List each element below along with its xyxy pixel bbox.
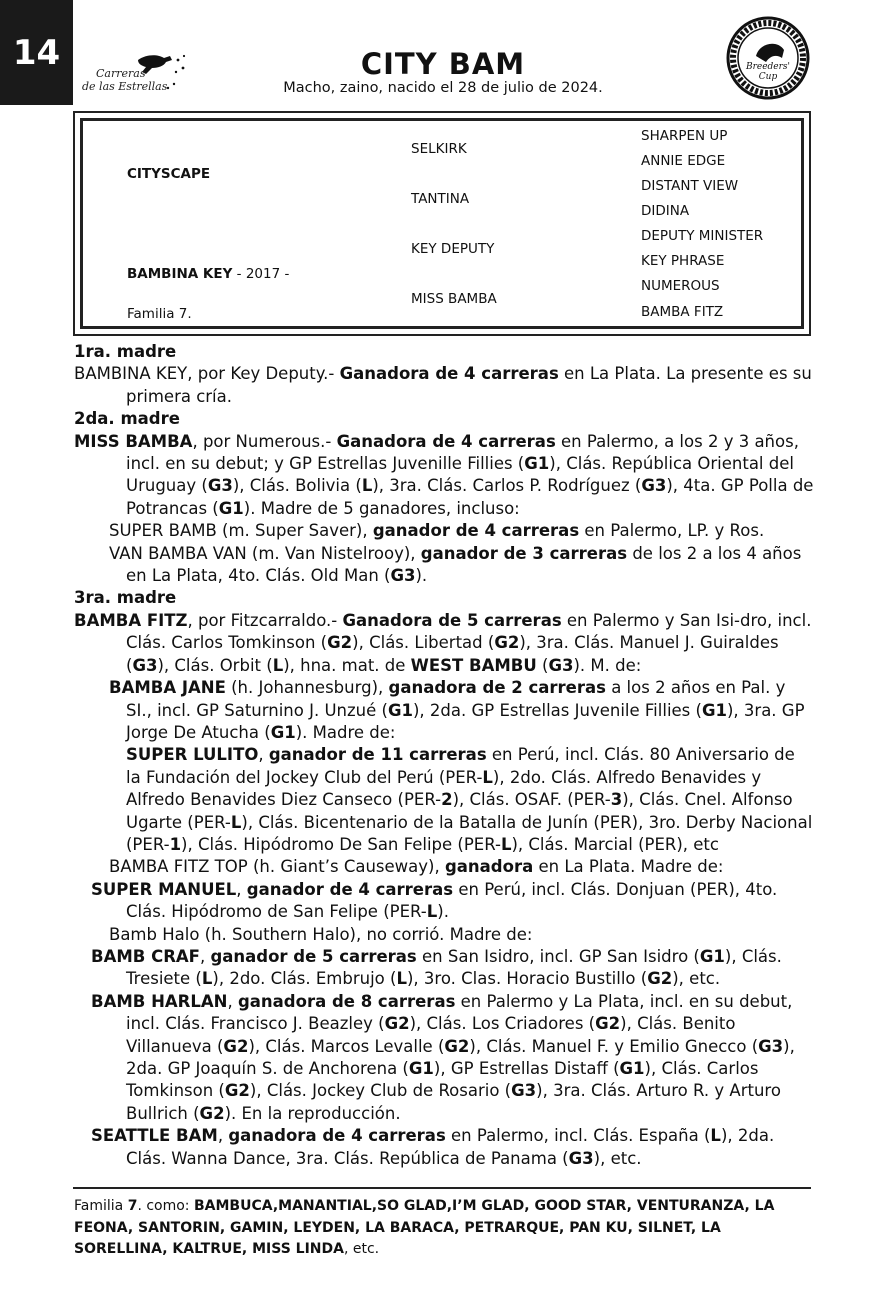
text-run: ), 2da. GP Joaquín S. de Anchorena (	[126, 1036, 795, 1078]
bold-text-run: ganadora de 8 carreras	[237, 991, 456, 1011]
bold-text-run: Ganadora de 4 carreras	[339, 364, 559, 384]
bold-text-run: L	[272, 655, 284, 675]
text-run: ), Clás. Marcial (PER), etc	[511, 834, 719, 854]
text-run: . como:	[137, 1198, 194, 1214]
text-run: ), 4ta. GP Polla de Potrancas (	[126, 476, 814, 518]
bold-text-run: G1	[408, 1059, 434, 1078]
footer-divider	[73, 1187, 811, 1189]
horse-name-title: CITY BAM	[360, 47, 526, 81]
logo-line-2: de las Estrellas	[82, 80, 168, 93]
pedigree-grandparent: MISS BAMBA	[411, 291, 497, 307]
pedigree-dam-line	[127, 266, 289, 282]
bold-text-run: L	[426, 902, 438, 922]
bold-text-run: L	[482, 767, 493, 787]
text-run: BAMBA FITZ TOP (h. Giant’s Causeway),	[109, 857, 445, 877]
bold-text-run: ganadora de 2 carreras	[388, 678, 606, 698]
produce-entry	[74, 543, 814, 588]
text-run: en San Isidro, incl. GP San Isidro (	[416, 946, 700, 966]
text-run: , etc.	[343, 1241, 380, 1257]
bold-text-run: G1	[619, 1059, 645, 1078]
text-run: , por Numerous.-	[192, 431, 337, 451]
bold-text-run: 3	[610, 790, 623, 810]
text-run: (	[536, 655, 549, 675]
produce-record	[74, 341, 814, 1170]
text-run: , por Fitzcarraldo.-	[187, 610, 343, 630]
text-run: ,	[227, 991, 238, 1011]
bold-text-run: G3	[568, 1148, 594, 1168]
bold-text-run: G2	[223, 1036, 249, 1056]
produce-entry	[74, 520, 814, 542]
text-run: ), Clás. Jockey Club de Rosario (	[249, 1081, 512, 1101]
text-run: ), etc.	[593, 1148, 642, 1168]
produce-entry	[74, 677, 814, 744]
text-run: BAMBINA KEY, por Key Deputy.-	[74, 364, 340, 384]
bold-text-run: G1	[524, 454, 550, 474]
horse-description: Macho, zaino, nacido el 28 de julio de 2024.	[283, 80, 603, 96]
breeders-cup-text: Breeders' Cup	[745, 62, 791, 82]
text-run: ), 2da. GP Estrellas Juvenile Fillies (	[412, 700, 702, 720]
bold-text-run: G2	[647, 969, 673, 989]
bold-text-run: L	[201, 969, 213, 989]
text-run: ), Clás. Tresiete (	[126, 946, 782, 989]
text-run: en Palermo, LP. y Ros.	[579, 521, 765, 541]
bold-text-run: G3	[390, 566, 416, 586]
text-run: ,	[199, 946, 211, 966]
text-run: Familia	[74, 1198, 128, 1214]
pedigree-grandparent: TANTINA	[411, 191, 470, 207]
bold-text-run: G3	[548, 655, 574, 675]
bold-text-run: G1	[701, 700, 727, 720]
text-run: VAN BAMBA VAN (m. Van Nistelrooy),	[109, 543, 421, 563]
pedigree-grandparent: SELKIRK	[411, 141, 467, 157]
bold-text-run: BAMBA JANE	[109, 678, 226, 698]
bold-text-run: ganador de 5 carreras	[210, 946, 417, 966]
bold-text-run: BAMBA FITZ	[74, 610, 188, 630]
pedigree-great-grandparent: DEPUTY MINISTER	[641, 228, 764, 244]
bold-text-run: G3	[641, 476, 667, 496]
text-run: en Palermo, a los 2 y 3 años, incl. en su debut; y GP Estrellas Juvenille Fillies (	[126, 431, 799, 474]
text-run: en La Plata. Madre de:	[533, 857, 724, 877]
text-run: ). Madre de 5 ganadores, incluso:	[243, 498, 520, 518]
text-run: ), Clás. República Oriental del Uruguay (	[126, 454, 794, 496]
bold-text-run: SUPER MANUEL	[91, 879, 237, 899]
bold-text-run: G3	[132, 655, 158, 675]
third-dam-paragraph	[74, 610, 814, 677]
lot-number: 14	[0, 0, 73, 105]
text-run: SUPER BAMB (m. Super Saver),	[109, 521, 373, 541]
text-run: ), Clás. Cnel. Alfonso Ugarte (PER-	[126, 790, 793, 832]
first-dam-heading: 1ra. madre	[74, 342, 177, 361]
pedigree-great-grandparent: NUMEROUS	[641, 278, 720, 294]
pedigree-great-grandparent: DISTANT VIEW	[641, 178, 739, 194]
second-dam-paragraph	[74, 431, 814, 521]
bold-text-run: G2	[199, 1103, 225, 1123]
text-run: ), 2do. Clás. Alfredo Benavides y Alfredo Benavides Diez Canseco (PER-	[126, 767, 762, 810]
text-run: a los 2 años en Pal. y SI., incl. GP Saturnino J. Unzué (	[126, 678, 786, 720]
bold-text-run: G1	[699, 946, 725, 966]
text-run: ), Clás. Bicentenario de la Batalla de Junín (PER), 3ro. Derby Nacional (PER-	[126, 812, 813, 854]
bold-text-run: ganadora	[444, 857, 534, 877]
text-run: ), Clás. Marcos Levalle (	[248, 1036, 445, 1056]
produce-entry	[74, 924, 814, 946]
text-run: ), 3ra. Clás. Carlos P. Rodríguez (	[372, 476, 642, 496]
breeders-cup-seal-icon	[726, 16, 810, 100]
pedigree-sire: CITYSCAPE	[127, 166, 211, 182]
text-run: ), 3ra. Clás. Manuel J. Guiraldes (	[126, 633, 779, 675]
text-run: ), Clás. Los Criadores (	[409, 1014, 596, 1034]
text-run: ), 3ro. Clas. Horacio Bustillo (	[406, 969, 648, 989]
bold-text-run: L	[396, 969, 407, 989]
text-run: en Perú, incl. Clás. Donjuan (PER), 4to. Clás. Hipódromo de San Felipe (PER-	[126, 879, 778, 922]
text-run: ), Clás. Bolivia (	[232, 476, 362, 496]
text-run: en Palermo, incl. Clás. España (	[445, 1126, 711, 1146]
produce-entry-nested	[74, 879, 814, 924]
text-run: ).	[437, 902, 449, 922]
text-run: ), Clás. OSAF. (PER-	[452, 790, 611, 810]
first-dam-paragraph	[74, 363, 814, 408]
third-dam-heading: 3ra. madre	[74, 588, 177, 608]
text-run: ), 3ra. GP Jorge De Atucha (	[126, 700, 805, 742]
bold-text-run: G2	[444, 1036, 470, 1056]
text-run: ).	[415, 566, 428, 586]
bold-text-run: BAMB CRAF	[91, 946, 200, 966]
bold-text-run: G3	[758, 1036, 784, 1056]
bold-text-run: BAMB HARLAN	[91, 991, 228, 1011]
logo-line-1: Carreras	[96, 67, 146, 80]
text-run: ), 2do. Clás. Embrujo (	[212, 969, 397, 989]
bold-text-run: ganador de 4 carreras	[246, 879, 454, 899]
produce-entry-nested	[74, 991, 814, 1125]
text-run: en Palermo y La Plata, incl. en su debut, incl. Clás. Francisco J. Beazley (	[126, 991, 793, 1034]
pedigree-great-grandparent: BAMBA FITZ	[641, 304, 724, 320]
text-run: ), Clás. Benito Villanueva (	[126, 1014, 736, 1056]
text-run: ), GP Estrellas Distaff (	[433, 1059, 620, 1078]
text-run: en La Plata. La presente es su primera cría.	[126, 364, 812, 406]
pedigree-table	[73, 111, 811, 336]
family-note	[74, 1196, 814, 1261]
produce-entry-nested	[74, 946, 814, 991]
bold-text-run: SUPER LULITO	[126, 745, 259, 765]
pedigree-great-grandparent: ANNIE EDGE	[641, 153, 726, 169]
text-run: ), Clás. Manuel F. y Emilio Gnecco (	[469, 1036, 759, 1056]
pedigree-grandparent: KEY DEPUTY	[411, 241, 495, 257]
text-run: ,	[217, 1126, 229, 1146]
bold-text-run: L	[361, 476, 373, 496]
bold-text-run: G2	[494, 633, 520, 653]
text-run: en Palermo y San Isi-dro, incl. Clás. Carlos Tomkinson (	[126, 610, 812, 653]
bold-text-run: G3	[511, 1081, 537, 1101]
carreras-de-las-estrellas-logo	[80, 48, 190, 98]
text-run: ), Clás. Hipódromo De San Felipe (PER-	[181, 834, 501, 854]
bold-text-run: ganador de 3 carreras	[420, 543, 628, 563]
bold-text-run: G2	[224, 1081, 250, 1101]
bold-text-run: 2	[441, 790, 453, 810]
text-run: ). Madre de:	[295, 722, 396, 742]
bold-text-run: L	[710, 1126, 721, 1146]
pedigree-great-grandparent: KEY PHRASE	[641, 253, 725, 269]
bold-text-run: G3	[207, 476, 233, 496]
bold-text-run: SEATTLE BAM	[91, 1126, 218, 1146]
bold-text-run: G2	[595, 1014, 621, 1034]
text-run: (h. Johannesburg),	[225, 678, 389, 698]
text-run: Bamb Halo (h. Southern Halo), no corrió. Madre de:	[109, 924, 533, 944]
text-run: ,	[258, 745, 269, 765]
text-run: ). M. de:	[573, 655, 642, 675]
bold-text-run: MISS BAMBA	[74, 431, 193, 451]
bold-text-run: WEST BAMBU	[410, 655, 537, 675]
text-run: ), etc.	[672, 969, 721, 989]
bold-text-run: G1	[218, 498, 244, 518]
bold-text-run: G1	[270, 722, 296, 742]
bold-text-run: ganador de 11 carreras	[268, 745, 487, 765]
bold-text-run: G2	[384, 1014, 410, 1034]
bold-text-run: L	[500, 834, 512, 854]
produce-entry-nested	[74, 744, 814, 856]
breeders-cup-logo	[726, 16, 810, 100]
text-run: de los 2 a los 4 años en La Plata, 4to. Clás. Old Man (	[126, 543, 802, 586]
produce-entry	[74, 856, 814, 878]
text-run: ), hna. mat. de	[283, 655, 411, 675]
bold-text-run: ganadora de 4 carreras	[228, 1126, 446, 1146]
bold-text-run: ganador de 4 carreras	[372, 521, 580, 541]
pedigree-dam: BAMBINA KEY	[127, 266, 233, 282]
bold-text-run: BAMBUCA,MANANTIAL,SO GLAD,I’M GLAD, GOOD STAR, VENTURANZA, LA FEONA, SANTORIN, GAMIN, LEYDEN, LA BARACA, PETRARQUE, PAN KU, SILNET, LA SORELLINA, KALTRUE, MISS LINDA	[74, 1198, 775, 1257]
bold-text-run: G1	[387, 700, 413, 720]
text-run: ), Clás. Carlos Tomkinson (	[126, 1059, 759, 1101]
pedigree-dam-year: - 2017 -	[232, 266, 290, 282]
bold-text-run: 1	[169, 834, 182, 854]
bold-text-run: 7	[127, 1198, 138, 1214]
text-run: ). En la reproducción.	[224, 1103, 401, 1123]
text-run: ), Clás. Libertad (	[352, 633, 495, 653]
text-run: en Perú, incl. Clás. 80 Aniversario de la Fundación del Jockey Club del Perú (PER-	[126, 745, 795, 787]
bold-text-run: L	[230, 812, 242, 832]
text-run: ), 3ra. Clás. Arturo R. y Arturo Bullrich (	[126, 1081, 781, 1123]
bold-text-run: G2	[327, 633, 353, 653]
second-dam-heading: 2da. madre	[74, 409, 180, 429]
text-run: ), Clás. Orbit (	[157, 655, 273, 675]
bold-text-run: Ganadora de 4 carreras	[336, 431, 556, 451]
pedigree-family: Familia 7.	[127, 306, 192, 322]
text-run: ), 2da. Clás. Wanna Dance, 3ra. Clás. República de Panama (	[126, 1126, 775, 1168]
pedigree-great-grandparent: DIDINA	[641, 203, 690, 219]
bold-text-run: Ganadora de 5 carreras	[342, 610, 562, 630]
produce-entry-nested	[74, 1125, 814, 1170]
text-run: ,	[236, 879, 247, 899]
pedigree-great-grandparent: SHARPEN UP	[641, 128, 728, 144]
